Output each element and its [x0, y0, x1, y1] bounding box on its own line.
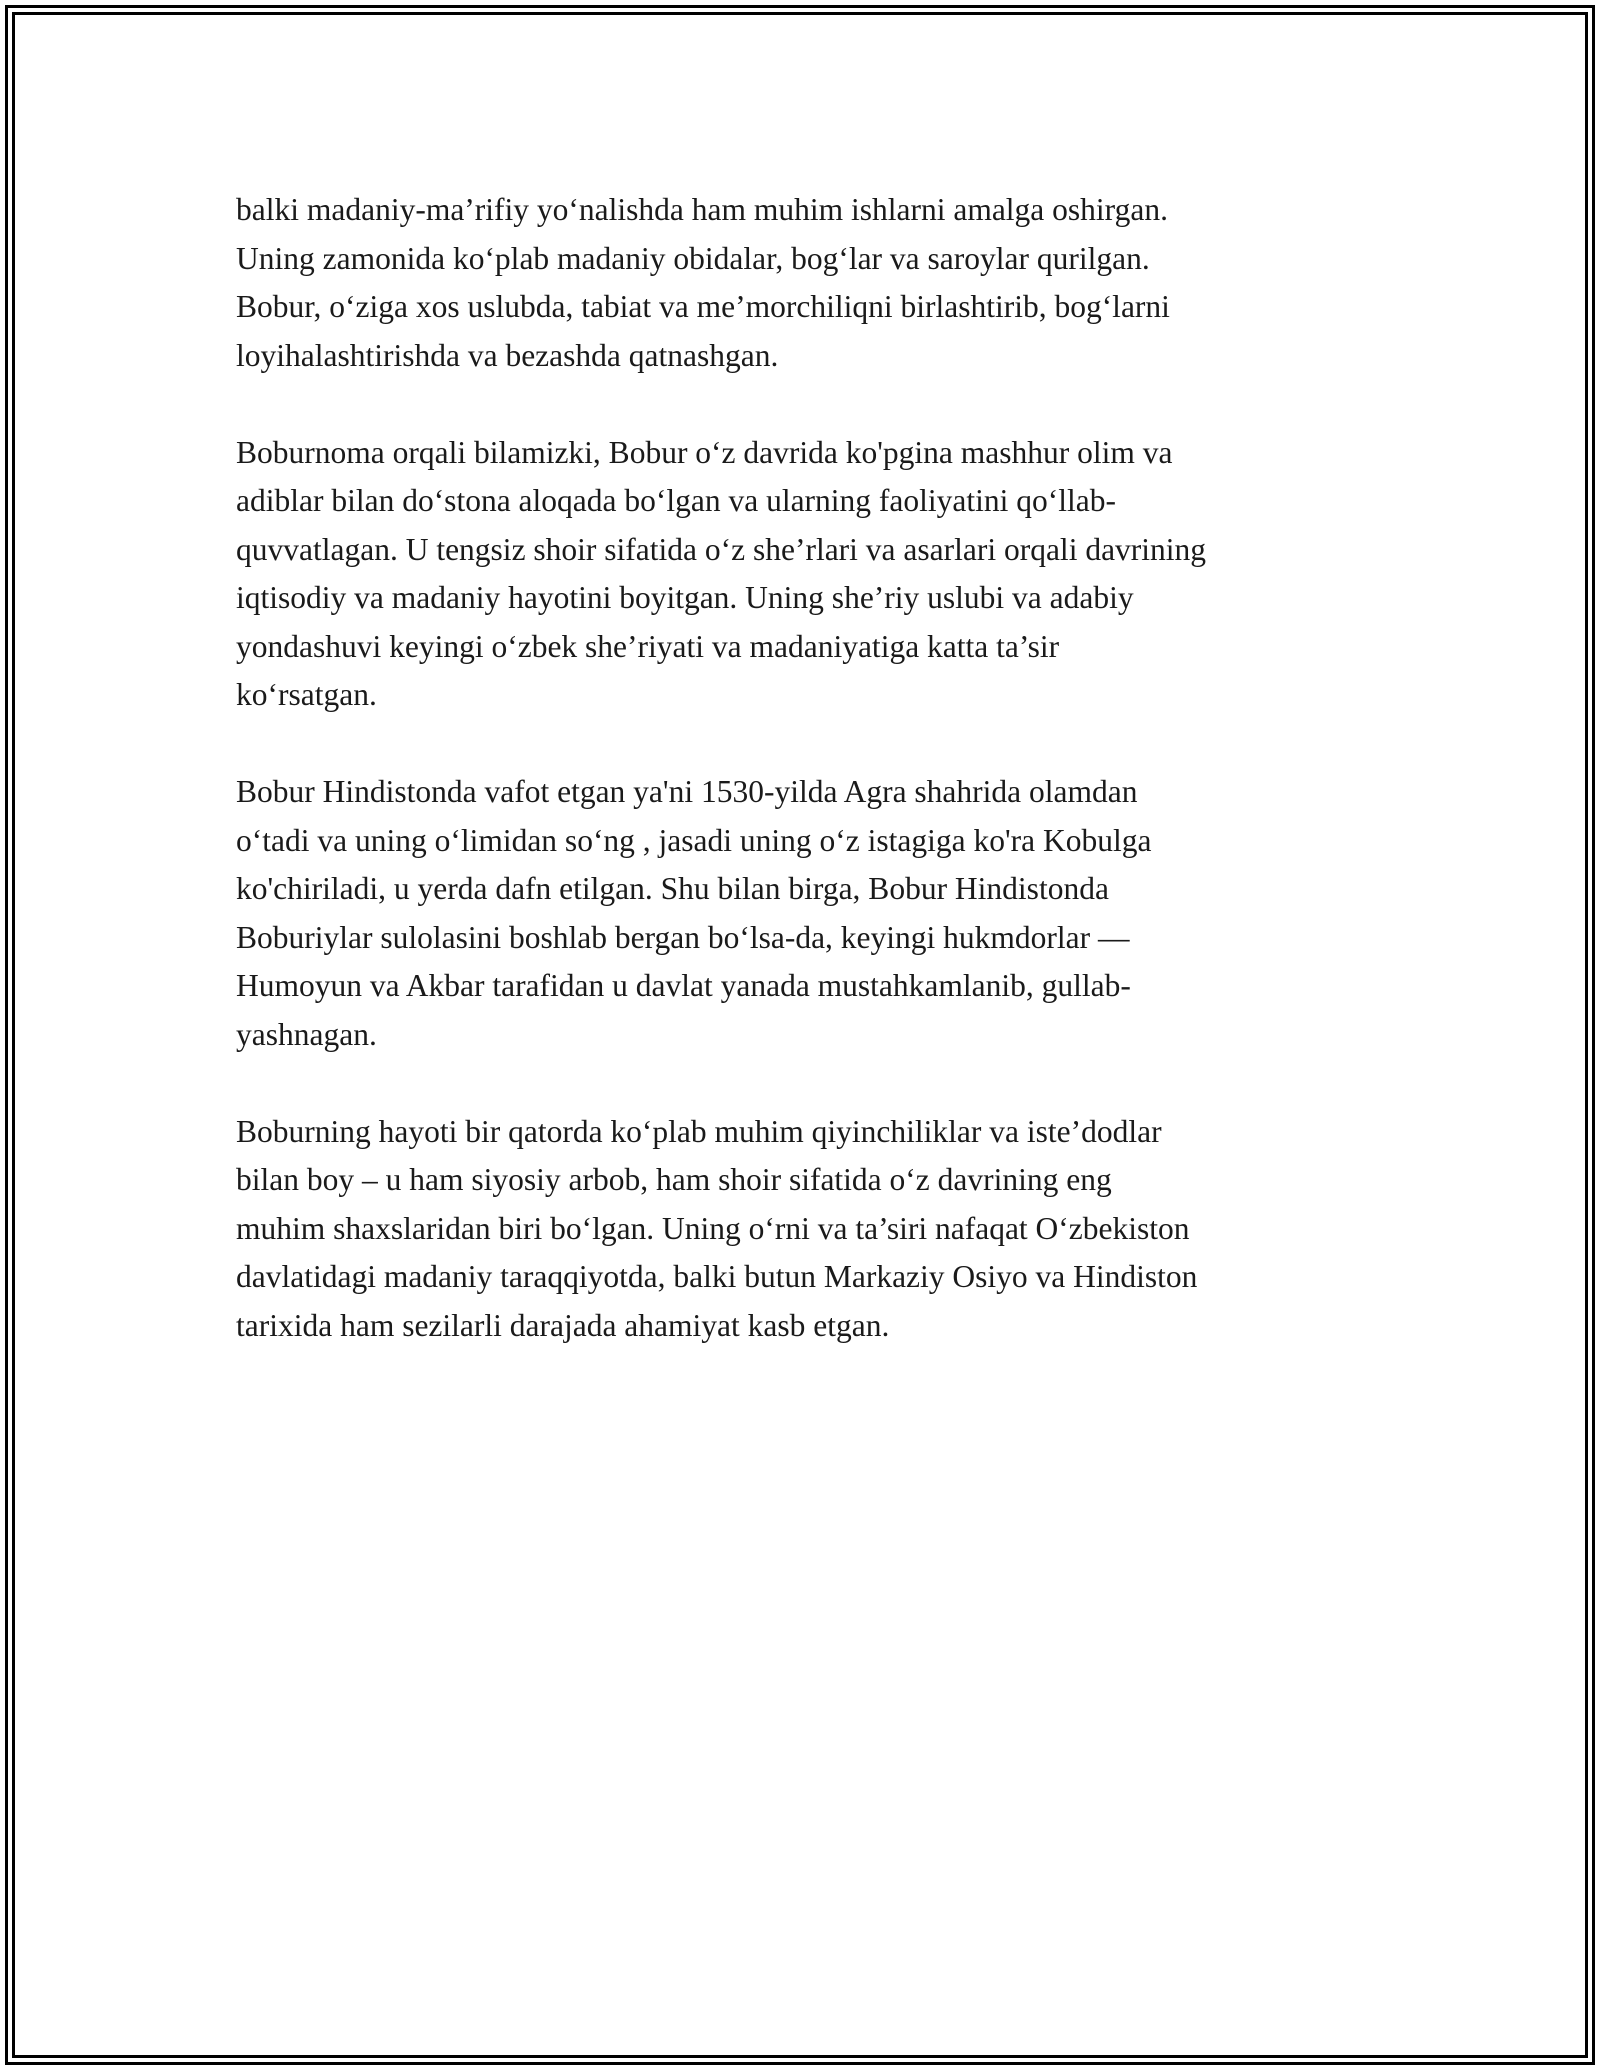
paragraph-line: yashnagan. [236, 1016, 377, 1052]
paragraph-2 [236, 429, 1386, 720]
paragraph-line: Boburnoma orqali bilamizki, Bobur o‘z davrida ko'pgina mashhur olim va [236, 434, 1173, 470]
paragraph-1 [236, 186, 1386, 380]
paragraph-line: o‘tadi va uning o‘limidan so‘ng , jasadi uning o‘z istagiga ko'ra Kobulga [236, 822, 1152, 858]
document-body [236, 186, 1386, 1399]
paragraph-line: muhim shaxslaridan biri bo‘lgan. Uning o‘rni va ta’siri nafaqat O‘zbekiston [236, 1210, 1190, 1246]
paragraph-line: Boburning hayoti bir qatorda ko‘plab muhim qiyinchiliklar va iste’dodlar [236, 1113, 1162, 1149]
paragraph-line: iqtisodiy va madaniy hayotini boyitgan. Uning she’riy uslubi va adabiy [236, 580, 1134, 615]
paragraph-4 [236, 1108, 1386, 1351]
paragraph-line: ko‘rsatgan. [236, 677, 377, 712]
paragraph-line: adiblar bilan do‘stona aloqada bo‘lgan va ularning faoliyatini qo‘llab- [236, 483, 1116, 518]
paragraph-line: Bobur, o‘ziga xos uslubda, tabiat va me’morchiliqni birlashtirib, bog‘larni [236, 289, 1170, 324]
paragraph-line: Humoyun va Akbar tarafidan u davlat yanada mustahkamlanib, gullab- [236, 968, 1131, 1003]
paragraph-line: Uning zamonida ko‘plab madaniy obidalar, bog‘lar va saroylar qurilgan. [236, 240, 1150, 276]
paragraph-line: bilan boy – u ham siyosiy arbob, ham shoir sifatida o‘z davrining eng [236, 1162, 1112, 1197]
paragraph-line: Bobur Hindistonda vafot etgan ya'ni 1530-yilda Agra shahrida olamdan [236, 774, 1138, 809]
paragraph-line: yondashuvi keyingi o‘zbek she’riyati va madaniyatiga katta ta’sir [236, 628, 1060, 664]
paragraph-3 [236, 768, 1386, 1059]
paragraph-line: quvvatlagan. U tengsiz shoir sifatida o‘z she’rlari va asarlari orqali davrining [236, 531, 1207, 567]
paragraph-line: balki madaniy-ma’rifiy yo‘nalishda ham muhim ishlarni amalga oshirgan. [236, 192, 1168, 227]
paragraph-line: ko'chiriladi, u yerda dafn etilgan. Shu bilan birga, Bobur Hindistonda [236, 871, 1109, 906]
paragraph-line: davlatidagi madaniy taraqqiyotda, balki butun Markaziy Osiyo va Hindiston [236, 1259, 1198, 1294]
paragraph-line: tarixida ham sezilarli darajada ahamiyat kasb etgan. [236, 1307, 890, 1343]
paragraph-line: Boburiylar sulolasini boshlab bergan bo‘lsa-da, keyingi hukmdorlar — [236, 919, 1130, 955]
paragraph-line: loyihalashtirishda va bezashda qatnashgan. [236, 337, 779, 373]
